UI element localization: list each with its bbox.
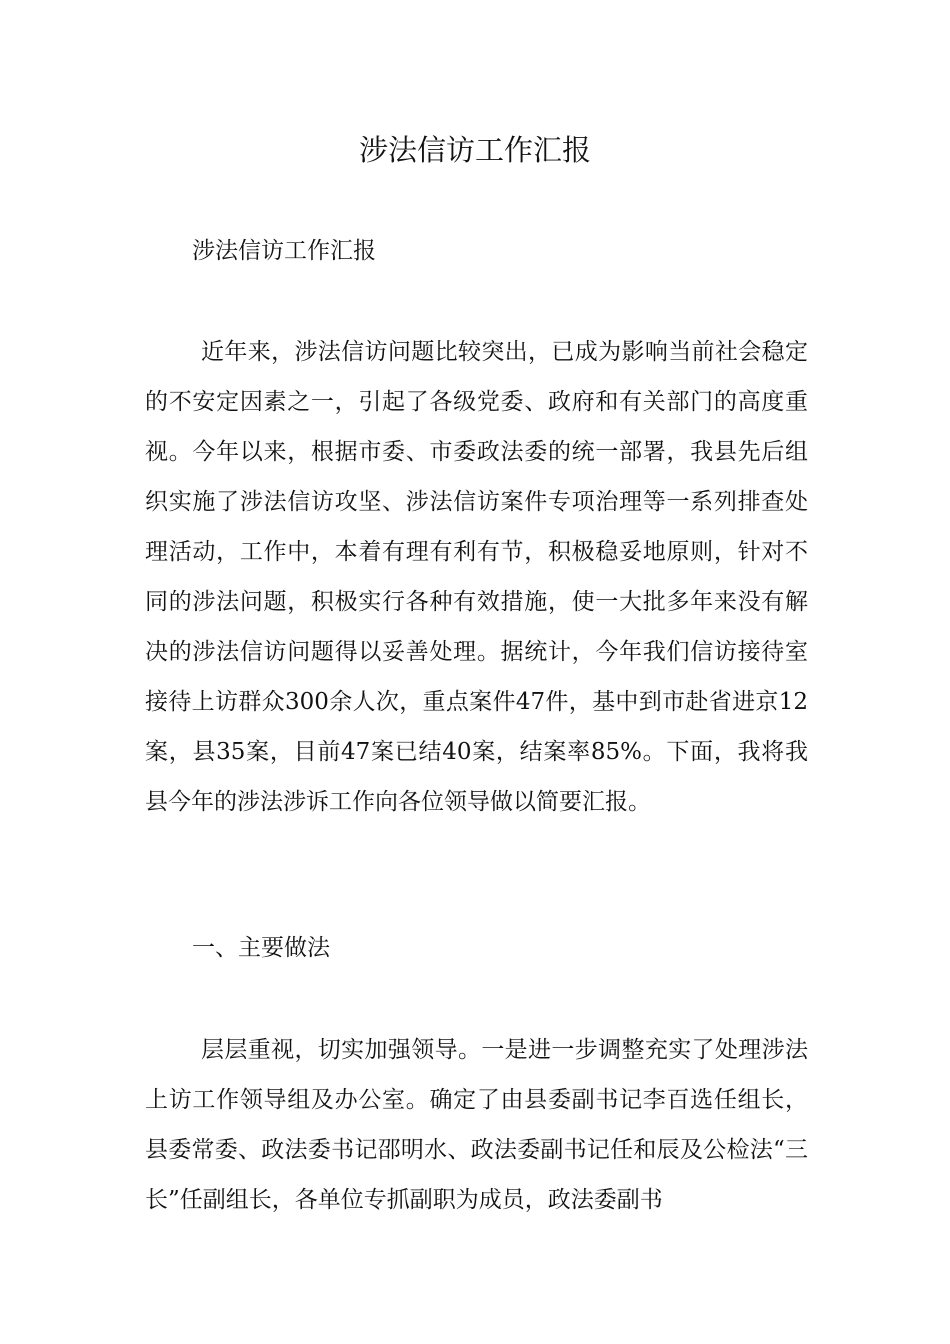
intro-paragraph: 近年来，涉法信访问题比较突出，已成为影响当前社会稳定的不安定因素之一，引起了各级党委、政府和有关部门的高度重视。今年以来，根据市委、市委政法委的统一部署，我县先后组织实施了涉法信访攻坚、涉法信访案件专项治理等一系列排查处理活动，工作中，本着有理有利有节，积极稳妥地原则，针对不同的涉法问题，积极实行各种有效措施，使一大批多年来没有解决的涉法信访问题得以妥善处理。据统计，今年我们信访接待室接待上访群众300余人次，重点案件47件，基中到市赴省进京12案，县35案，目前47案已结40案，结案率85%。下面，我将我县今年的涉法涉诉工作向各位领导做以简要汇报。 (145, 339, 808, 815)
section-heading-main-practices: 一、主要做法 (192, 935, 330, 961)
body-paragraph-leadership: 层层重视，切实加强领导。一是进一步调整充实了处理涉法上访工作领导组及办公室。确定了由县委副书记李百选任组长，县委常委、政法委书记邵明水、政法委副书记任和辰及公检法“三长”任副组长，各单位专抓副职为成员，政法委副书 (145, 1037, 808, 1213)
document-subtitle: 涉法信访工作汇报 (192, 238, 376, 264)
document-title: 涉法信访工作汇报 (358, 133, 591, 167)
